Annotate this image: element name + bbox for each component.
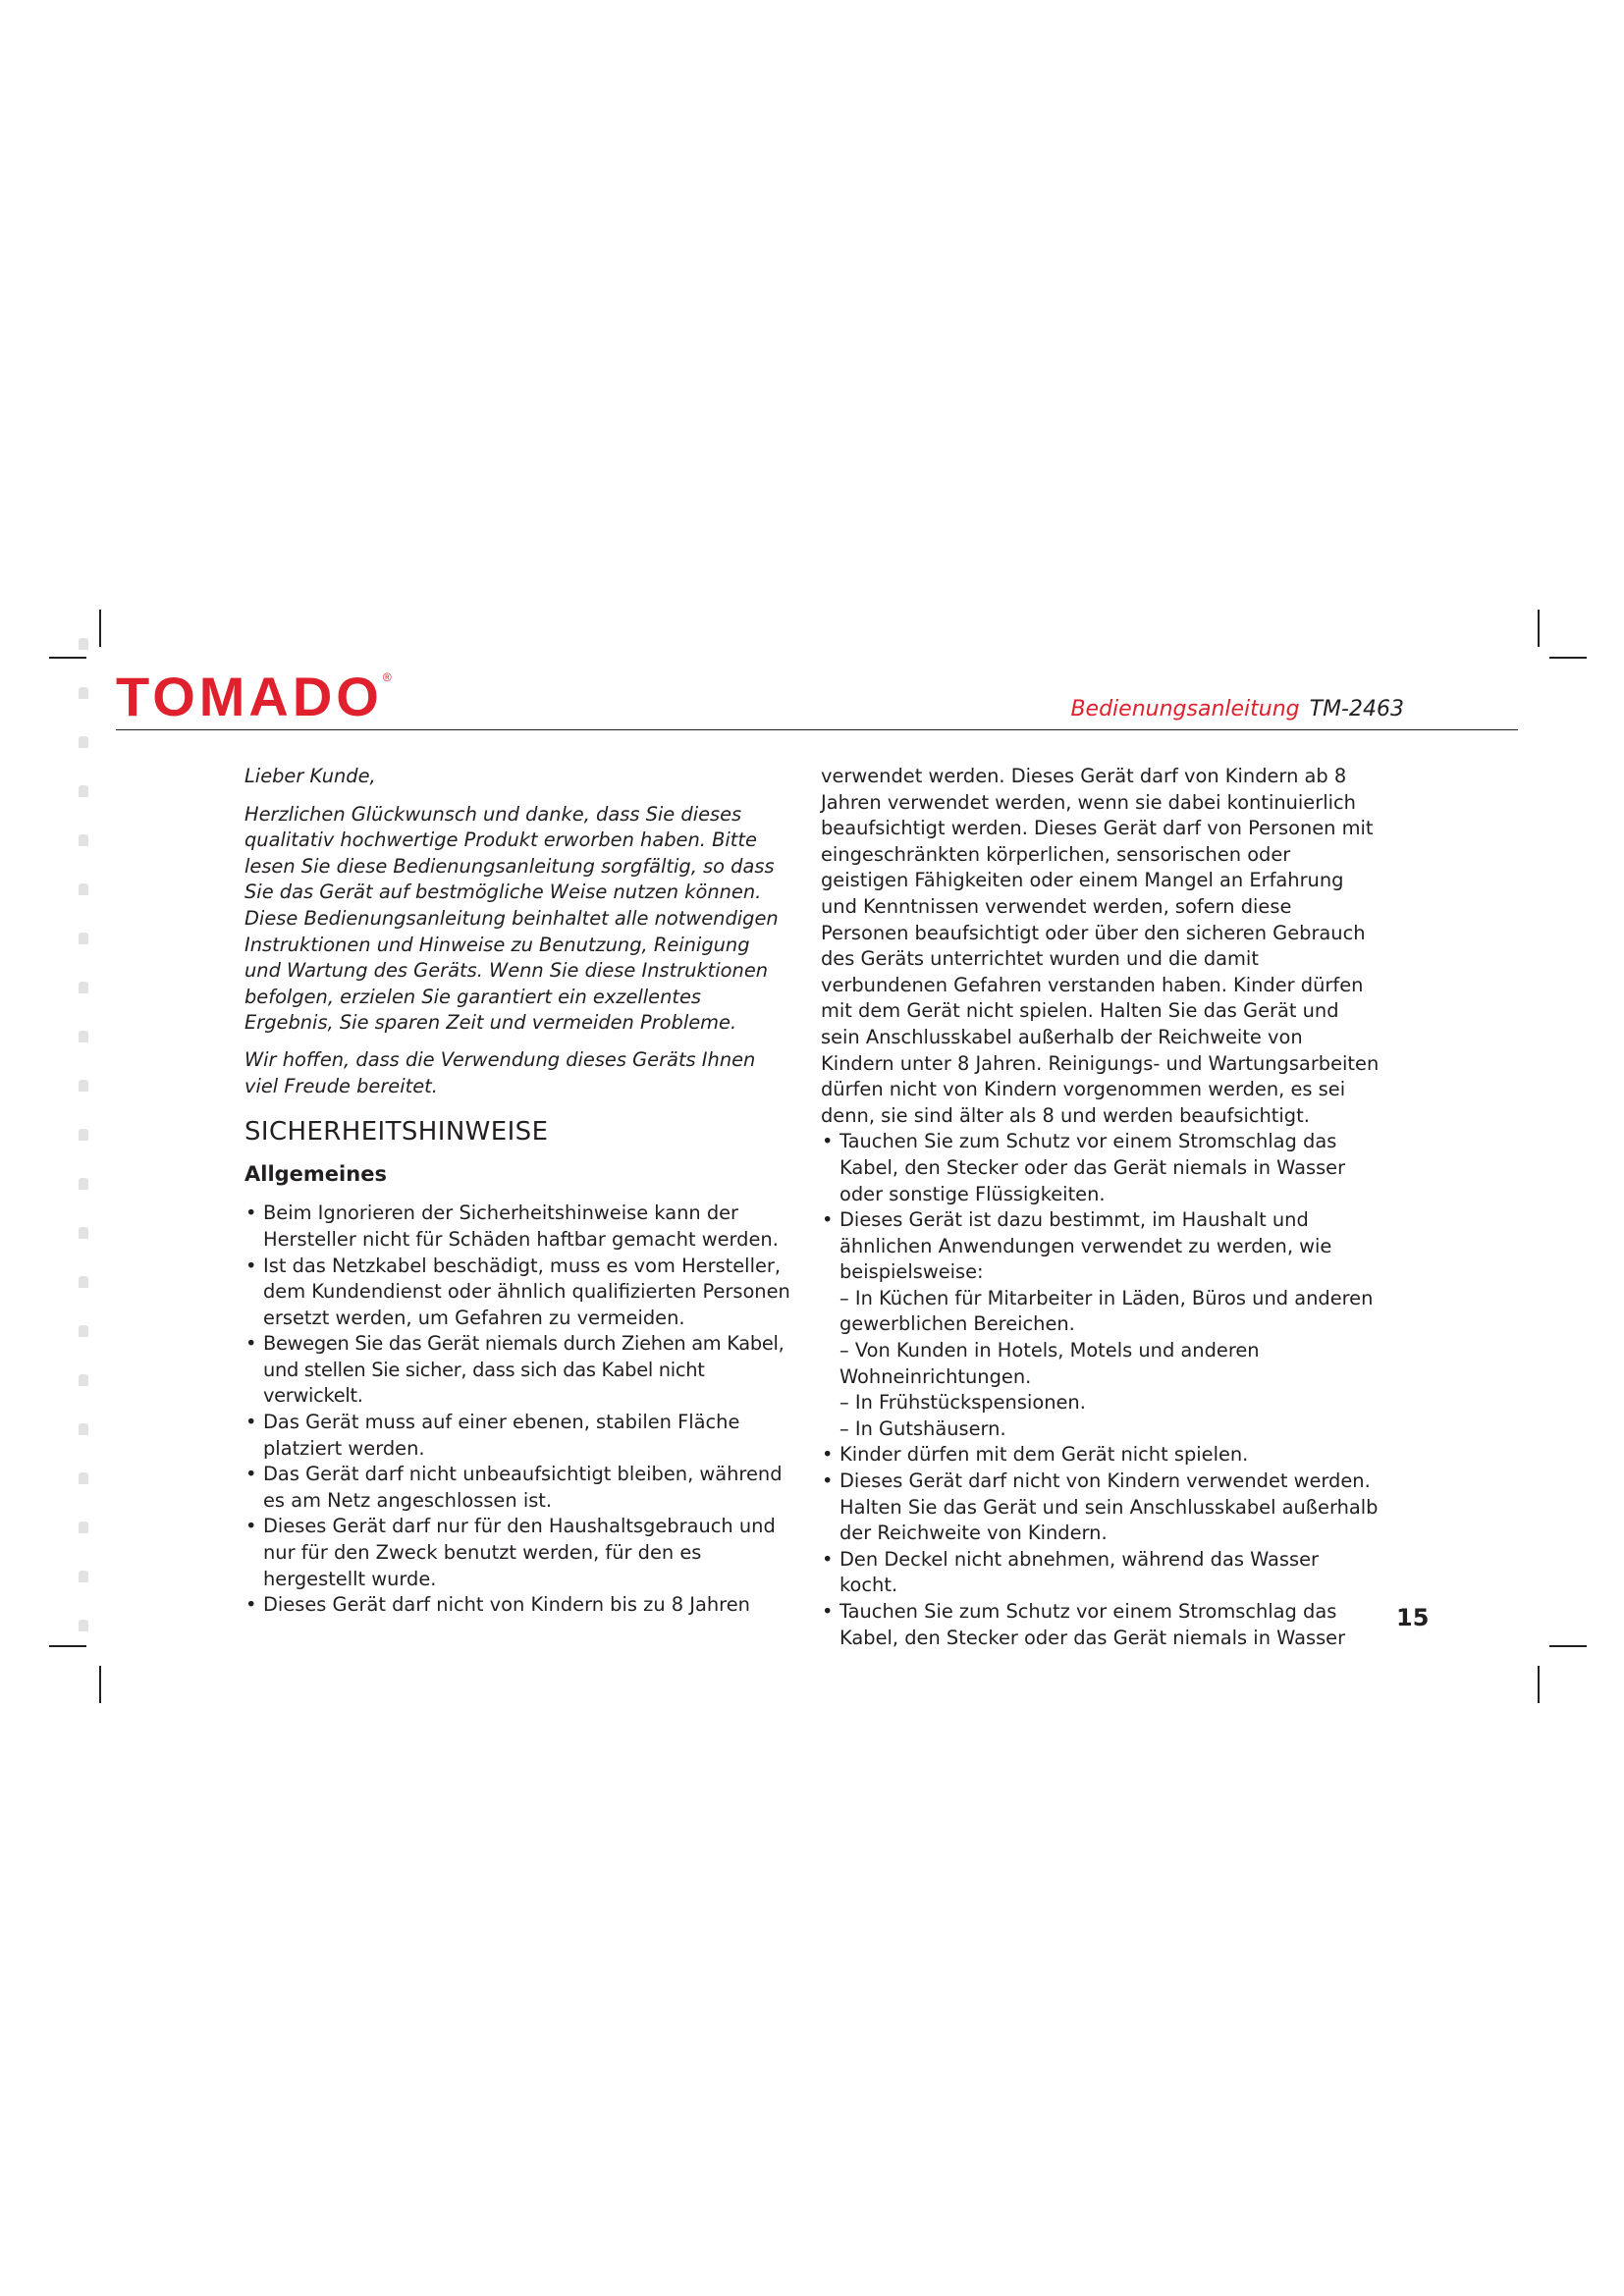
side-margin-marks bbox=[79, 638, 94, 1639]
list-item: • Dieses Gerät darf nicht von Kindern verwendet werden. Halten Sie das Gerät und sein Anschlusskabel außerhalb der Reichweite von Kindern. bbox=[821, 1468, 1380, 1547]
list-item: • Das Gerät muss auf einer ebenen, stabilen Fläche platziert werden. bbox=[244, 1410, 790, 1462]
sub-list-item: – In Frühstückspensionen. bbox=[839, 1391, 1086, 1415]
crop-mark bbox=[1538, 610, 1540, 647]
intro bbox=[244, 764, 790, 1099]
header-divider bbox=[116, 729, 1518, 730]
intro-paragraph: Wir hoffen, dass die Verwendung dieses Geräts Ihnen viel Freude bereitet. bbox=[244, 1047, 756, 1097]
list-item: • Bewegen Sie das Gerät niemals durch Ziehen am Kabel, und stellen Sie sicher, dass sich das Kabel nicht verwickelt. bbox=[244, 1331, 790, 1410]
brand-logo bbox=[116, 666, 392, 727]
sub-list-item: – In Küchen für Mitarbeiter in Läden, Büros und anderen gewerblichen Bereichen. bbox=[839, 1286, 1374, 1336]
list-item: • Das Gerät darf nicht unbeaufsichtigt bleiben, während es am Netz angeschlossen ist. bbox=[244, 1462, 790, 1514]
manual-label: Bedienungsanleitung bbox=[1070, 697, 1300, 721]
list-item: • Dieses Gerät darf nicht von Kindern bis zu 8 Jahren bbox=[244, 1592, 790, 1619]
crop-mark bbox=[1538, 1666, 1540, 1703]
list-item: • Beim Ignorieren der Sicherheitshinweise kann der Hersteller nicht für Schäden haftbar gemacht werden. bbox=[244, 1201, 790, 1253]
left-column bbox=[244, 764, 790, 1619]
right-column bbox=[821, 764, 1380, 1651]
list-item: • Kinder dürfen mit dem Gerät nicht spielen. bbox=[821, 1442, 1380, 1468]
crop-mark bbox=[1549, 1645, 1587, 1647]
crop-mark bbox=[1549, 657, 1587, 659]
subsection-heading: Allgemeines bbox=[244, 1161, 387, 1186]
safety-list-right bbox=[821, 1129, 1380, 1651]
section-heading: SICHERHEITSHINWEISE bbox=[244, 1117, 549, 1148]
safety-list-left bbox=[244, 1201, 790, 1619]
sub-list-item: – In Gutshäusern. bbox=[839, 1416, 1006, 1440]
intro-paragraph: Herzlichen Glückwunsch und danke, dass Sie dieses qualitativ hochwertige Produkt erworben haben. Bitte lesen Sie diese Bedienungsanleitung sorgfältig, so dass Sie das Gerät auf bestmögliche Weise nutzen können. Diese Bedienungsanleitung beinhaltet alle notwendigen Instruktionen und Hinweise zu Benutzung, Reinigung und Wartung des Geräts. Wenn Sie diese Instruktionen befolgen, erzielen Sie garantiert ein exzellentes Ergebnis, Sie sparen Zeit und vermeiden Probleme. bbox=[244, 802, 779, 1035]
crop-mark bbox=[99, 1666, 101, 1703]
brand-logo-text: TOMADO bbox=[116, 666, 383, 727]
list-item: • Ist das Netzkabel beschädigt, muss es vom Hersteller, dem Kundendienst oder ähnlich qualifizierten Personen ersetzt werden, um Gefahren zu vermeiden. bbox=[244, 1254, 790, 1332]
model-number: TM-2463 bbox=[1309, 697, 1404, 721]
crop-mark bbox=[49, 1645, 86, 1647]
page-number: 15 bbox=[1396, 1604, 1430, 1631]
header-title bbox=[1070, 699, 1404, 721]
list-item bbox=[821, 1207, 1380, 1442]
continued-paragraph: verwendet werden. Dieses Gerät darf von Kindern ab 8 Jahren verwendet werden, wenn sie dabei kontinuierlich beaufsichtigt werden. Dieses Gerät darf von Personen mit eingeschränkten körperlichen, sensorischen oder geistigen Fähigkeiten oder einem Mangel an Erfahrung und Kenntnissen verwendet werden, sofern diese Personen beaufsichtigt oder über den sicheren Gebrauch des Geräts unterrichtet wurden und die damit verbundenen Gefahren verstanden haben. Kinder dürfen mit dem Gerät nicht spielen. Halten Sie das Gerät und sein Anschlusskabel außerhalb der Reichweite von Kindern unter 8 Jahren. Reinigungs- und Wartungsarbeiten dürfen nicht von Kindern vorgenommen werden, es sei denn, sie sind älter als 8 und werden beaufsichtigt. bbox=[821, 765, 1380, 1127]
greeting: Lieber Kunde, bbox=[244, 765, 376, 787]
list-item: • Den Deckel nicht abnehmen, während das Wasser kocht. bbox=[821, 1547, 1380, 1599]
list-item: • Tauchen Sie zum Schutz vor einem Stromschlag das Kabel, den Stecker oder das Gerät niemals in Wasser bbox=[821, 1599, 1380, 1651]
list-item: • Dieses Gerät darf nur für den Haushaltsgebrauch und nur für den Zweck benutzt werden, für den es hergestellt wurde. bbox=[244, 1514, 790, 1592]
registered-mark: ® bbox=[382, 670, 392, 684]
sub-list bbox=[839, 1286, 1380, 1443]
crop-mark bbox=[99, 610, 101, 647]
list-item-text: • Dieses Gerät ist dazu bestimmt, im Haushalt und ähnlichen Anwendungen verwendet zu werden, wie beispielsweise: bbox=[839, 1208, 1332, 1284]
list-item: • Tauchen Sie zum Schutz vor einem Stromschlag das Kabel, den Stecker oder das Gerät niemals in Wasser oder sonstige Flüssigkeiten. bbox=[821, 1129, 1380, 1207]
sub-list-item: – Von Kunden in Hotels, Motels und anderen Wohneinrichtungen. bbox=[839, 1339, 1260, 1388]
